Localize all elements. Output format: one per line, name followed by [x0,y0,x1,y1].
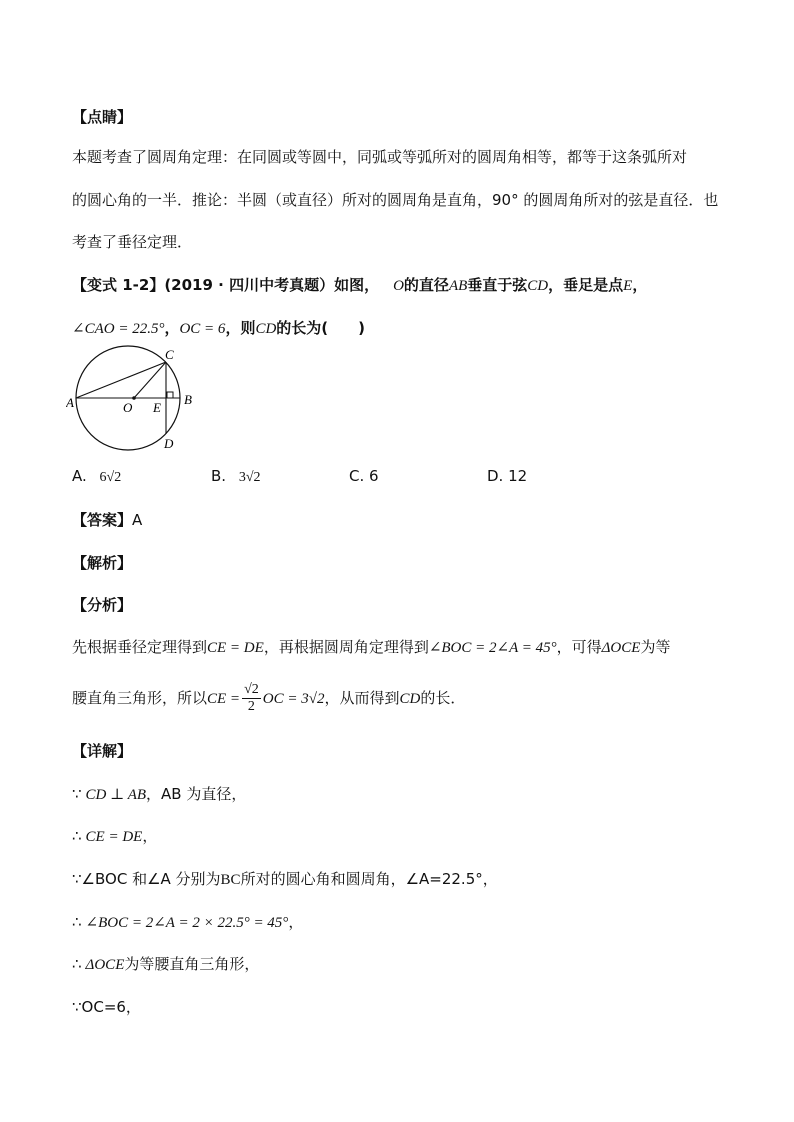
analysis-text-6: ，从而得到 [324,689,400,707]
label-e: E [153,400,161,415]
math-ce-de: CE = DE [207,640,264,656]
segment-oc [134,362,166,398]
problem-text-2: 垂直于弦 [467,276,528,294]
analysis-text-4: 为等 [640,638,671,656]
summary-line-3: 考查了垂径定理． [72,233,193,251]
detail-text-5: ， [288,913,304,931]
math-oc-result: OC = 3√2 [262,691,325,707]
option-c[interactable]: C. 6 [349,467,379,485]
option-a-label: A. [72,467,87,485]
answer-line [72,510,142,530]
summary-line-2: 的圆心角的一半．推论：半圆（或直径）所对的圆周角是直角，90° 的圆周角所对的弦是直径．也 [72,191,719,209]
math-ab: AB [448,278,468,294]
math-angle-boc: ∠BOC = 2∠A = 45° [428,640,557,656]
problem-text-3: ，垂足是点 [548,276,624,294]
heading-xiangjie: 【详解】 [72,742,133,760]
label-o: O [123,400,133,415]
problem-text-4: ， [632,276,648,294]
problem-text-7: 的长为( ) [276,319,366,337]
detail-text-1: ，AB 为直径， [146,785,247,803]
math-ce-de-2: CE = DE [85,829,143,845]
therefore-symbol-3: ∴ [72,955,82,973]
problem-tag: 【变式 1-2】(2019 · 四川中考真题）如图， [72,276,380,294]
analysis-text-3: ，可得 [556,638,602,656]
detail-text-2: ， [142,827,158,845]
math-cd-2: CD [255,321,277,337]
option-a[interactable] [72,466,121,488]
problem-text-6: ，则 [225,319,256,337]
center-dot [132,396,136,400]
option-b-label: B. [211,467,227,485]
math-cd: CD [527,278,549,294]
right-angle-mark [167,392,173,398]
fraction-numerator: √2 [244,682,259,697]
detail-line-3 [72,869,498,890]
answer-label: 【答案】 [72,511,133,529]
therefore-symbol-2: ∴ [72,913,82,931]
detail-line-2 [72,826,157,847]
detail-line-4 [72,912,303,933]
problem-line-2 [72,318,365,339]
math-ce-eq: CE = [207,691,241,707]
heading-dianjing: 【点睛】 [72,108,133,126]
math-angle-cao: ∠CAO = 22.5° [72,321,165,337]
therefore-symbol-1: ∴ [72,827,82,845]
label-c: C [165,347,174,362]
heading-fenxi: 【分析】 [72,596,133,614]
label-b: B [184,392,192,407]
analysis-line-1 [72,637,670,658]
option-a-value: 6√2 [99,470,122,485]
option-d[interactable]: D. 12 [487,467,528,485]
analysis-text-7: 的长． [420,689,466,707]
problem-line-1 [72,275,647,296]
analysis-text-2: ，再根据圆周角定理得到 [263,638,429,656]
detail-line-1 [72,784,246,805]
option-b[interactable] [211,466,261,488]
option-b-value: 3√2 [238,470,261,485]
circle-figure [66,340,206,458]
math-cd-3: CD [399,691,421,707]
analysis-line-2 [72,682,465,715]
math-oc: OC = 6 [179,321,226,337]
detail-text-4: 所对的圆心角和圆周角，∠A=22.5°， [240,870,498,888]
fraction-sqrt2-over-2 [242,682,261,715]
math-triangle-oce-2: ΔOCE [85,957,125,973]
because-symbol-1: ∵ [72,785,82,803]
math-e: E [623,278,633,294]
math-cd-perp-ab: CD ⊥ AB [85,787,147,803]
detail-text-6: 为等腰直角三角形， [124,955,260,973]
fraction-denominator: 2 [247,699,255,714]
answer-value: A [132,511,143,529]
analysis-text-1: 先根据垂径定理得到 [72,638,208,656]
detail-line-5 [72,954,259,975]
math-triangle-oce: ΔOCE [601,640,641,656]
arc-bc: BC [220,872,241,888]
problem-text-1: 的直径 [403,276,449,294]
label-a: A [66,395,74,410]
heading-jiexi: 【解析】 [72,554,133,572]
detail-line-6: ∵OC=6， [72,998,141,1016]
circle-o: O [393,278,404,294]
summary-line-1: 本题考查了圆周角定理：在同圆或等圆中，同弧或等弧所对的圆周角相等，都等于这条弧所对 [72,148,688,166]
math-angle-calc: ∠BOC = 2∠A = 2 × 22.5° = 45° [85,915,289,931]
problem-text-5: ， [164,319,180,337]
label-d: D [164,436,174,451]
segment-ac [76,362,166,398]
analysis-text-5: 腰直角三角形，所以 [72,689,208,707]
detail-text-3: ∵∠BOC 和∠A 分别为 [72,870,221,888]
